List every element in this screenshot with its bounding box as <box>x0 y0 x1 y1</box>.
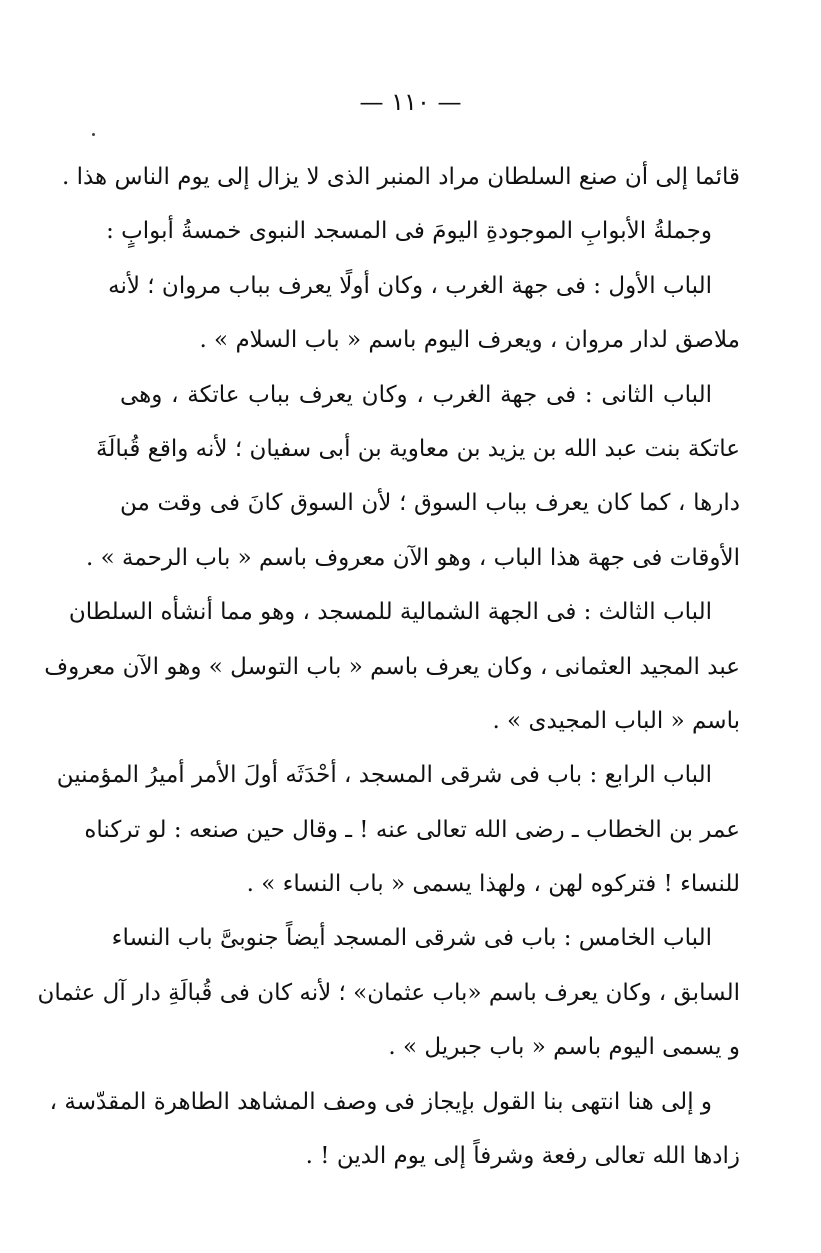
text-line: عاتكة بنت عبد الله بن يزيد بن معاوية بن أبى سفيان ؛ لأنه واقع قُبالَةَ <box>96 435 740 462</box>
text-line: زادها الله تعالى رفعة وشرفاً إلى يوم الدين ! . <box>305 1143 740 1170</box>
text-line: الباب الثالث : فى الجهة الشمالية للمسجد ، وهو مما أنشأه السلطان <box>68 599 712 626</box>
text-line: ملاصق لدار مروان ، ويعرف اليوم باسم « باب السلام » . <box>199 327 740 354</box>
page-number: — ١١٠ — <box>359 88 462 116</box>
text-line: وجملةُ الأبوابِ الموجودةِ اليومَ فى المسجد النبوى خمسةُ أبوابٍ : <box>106 218 712 245</box>
text-line: السابق ، وكان يعرف باسم «باب عثمان» ؛ لأنه كان فى قُبالَةِ دار آل عثمان <box>37 979 740 1006</box>
text-line: و إلى هنا انتهى بنا القول بإيجاز فى وصف المشاهد الطاهرة المقدّسة ، <box>49 1088 712 1115</box>
body-text <box>37 150 740 1183</box>
text-line: قائما إلى أن صنع السلطان مراد المنبر الذى لا يزال إلى يوم الناس هذا . <box>61 164 740 190</box>
text-line: الأوقات فى جهة هذا الباب ، وهو الآن معروف باسم « باب الرحمة » . <box>86 544 740 571</box>
text-line: دارها ، كما كان يعرف بباب السوق ؛ لأن السوق كانَ فى وقت من <box>120 490 740 517</box>
text-line: للنساء ! فتركوه لهن ، ولهذا يسمى « باب النساء » . <box>246 871 740 898</box>
text-line: و يسمى اليوم باسم « باب جبريل » . <box>388 1034 740 1061</box>
text-line: الباب الثانى : فى جهة الغرب ، وكان يعرف بباب عاتكة ، وهى <box>120 381 712 408</box>
text-line: باسم « الباب المجيدى » . <box>492 707 740 734</box>
text-line: عبد المجيد العثمانى ، وكان يعرف باسم « باب التوسل » وهو الآن معروف <box>44 653 740 680</box>
text-line: الباب الأول : فى جهة الغرب ، وكان أولًا يعرف بباب مروان ؛ لأنه <box>108 272 712 299</box>
text-line: الباب الخامس : باب فى شرقى المسجد أيضاً جنوبىَّ باب النساء <box>111 925 712 952</box>
print-speck <box>92 133 95 136</box>
text-line: الباب الرابع : باب فى شرقى المسجد ، أحْدَثَه أولَ الأمر أميرُ المؤمنين <box>56 762 712 789</box>
text-line: عمر بن الخطاب ـ رضى الله تعالى عنه ! ـ وقال حين صنعه : لو تركناه <box>84 816 740 843</box>
